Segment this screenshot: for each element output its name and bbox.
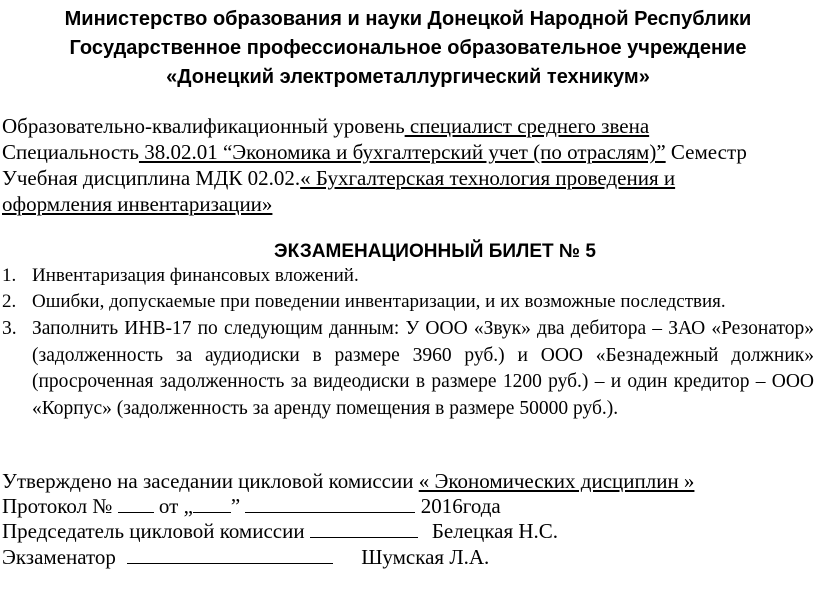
qualification-level-line: [2, 113, 649, 139]
specialty-value: 38.02.01 “Экономика и бухгалтерский учет (по отраслям)”: [138, 140, 666, 164]
discipline-value-line1: « Бухгалтерская технология проведения и: [300, 166, 676, 190]
question-3-text: Заполнить ИНВ-17 по следующим данным: У ООО «Звук» два дебитора – ЗАО «Резонатор» (задолженность за аудиодиски в размере 3960 руб.) и ООО «Безнадежный должник» (просроченная задолженность за видеодиски в размере 1200 руб.) – и один кредитор – ООО «Корпус» (задолженность за аренду помещения в размере 50000 руб.).: [32, 318, 814, 419]
discipline-label: Учебная дисциплина МДК 02.02.: [2, 166, 301, 190]
question-2-text: Ошибки, допускаемые при поведении инвентаризации, и их возможные последствия.: [32, 291, 726, 312]
header-institution-type: Государственное профессиональное образовательное учреждение: [69, 37, 747, 59]
protocol-label: Протокол №: [2, 494, 113, 518]
question-2-number: 2.: [2, 291, 17, 312]
question-3-number: 3.: [2, 318, 17, 339]
protocol-quote-close: ”: [230, 494, 241, 518]
protocol-month-blank[interactable]: [245, 494, 415, 513]
protocol-line: [2, 493, 501, 519]
protocol-from-label: от „: [158, 494, 193, 518]
chair-signature-blank[interactable]: [310, 519, 418, 538]
examiner-name: Шумская Л.А.: [361, 545, 490, 569]
specialty-label: Специальность: [2, 140, 139, 164]
header-institution-name: «Донецкий электрометаллургический техникум»: [166, 66, 650, 88]
semester-label: Семестр: [665, 140, 747, 164]
approved-value: « Экономических дисциплин »: [418, 469, 695, 493]
question-1: [2, 264, 359, 288]
specialty-line: [2, 139, 747, 165]
qualification-level-label: Образовательно-квалификационный уровень: [2, 114, 405, 138]
approved-label: Утверждено на заседании цикловой комиссии: [2, 469, 419, 493]
discipline-line: [2, 165, 675, 191]
ticket-title: ЭКЗАМЕНАЦИОННЫЙ БИЛЕТ № 5: [274, 241, 596, 262]
qualification-level-value: специалист среднего звена: [404, 114, 650, 138]
examiner-label: Экзаменатор: [2, 545, 116, 569]
question-1-number: 1.: [2, 265, 17, 286]
examiner-signature-blank[interactable]: [127, 545, 333, 564]
protocol-day-blank[interactable]: [193, 494, 231, 513]
protocol-year: 2016года: [420, 494, 501, 518]
chair-line: [2, 518, 558, 544]
question-1-text: Инвентаризация финансовых вложений.: [32, 265, 359, 286]
question-3: [2, 316, 814, 422]
examiner-line: [2, 544, 489, 570]
chair-name: Белецкая Н.С.: [431, 519, 559, 543]
protocol-number-blank[interactable]: [118, 494, 154, 513]
header-ministry: Министерство образования и науки Донецкой Народной Республики: [64, 8, 752, 30]
question-2: [2, 290, 726, 314]
discipline-line-2: [2, 191, 272, 217]
approved-line: [2, 468, 694, 494]
chair-label: Председатель цикловой комиссии: [2, 519, 305, 543]
discipline-value-line2: оформления инвентаризации»: [2, 192, 273, 216]
